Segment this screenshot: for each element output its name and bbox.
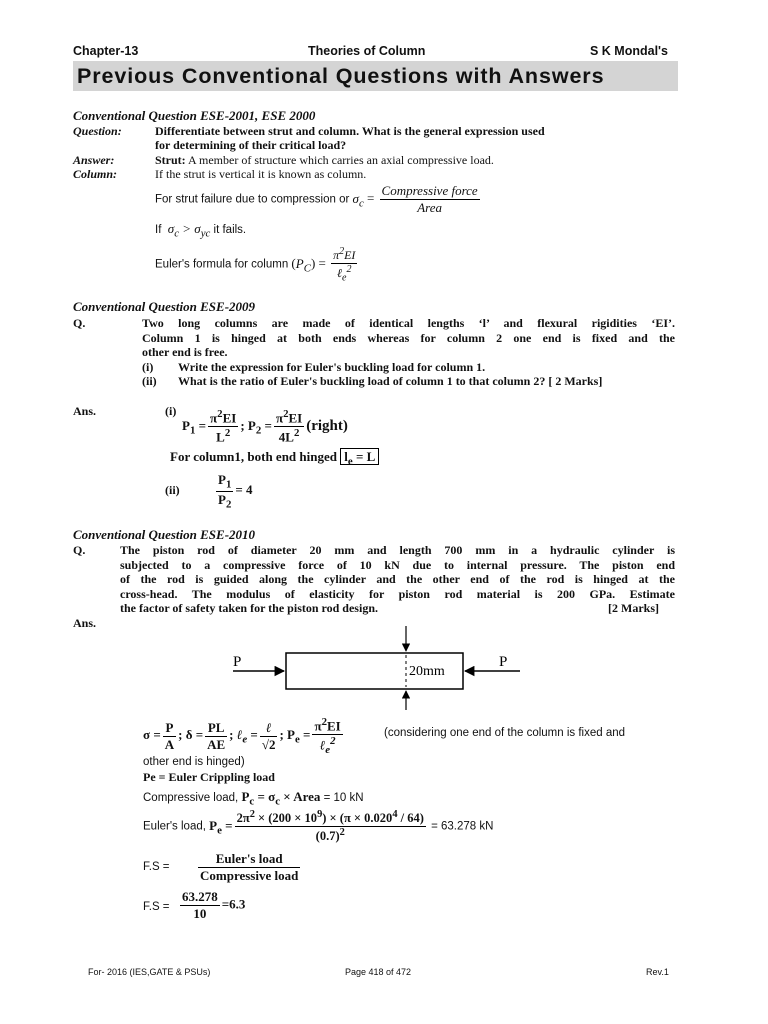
q1-question-line1: Differentiate between strut and column. What is the general expression used (155, 124, 545, 138)
q3-considering-2: other end is hinged) (143, 756, 245, 768)
failure-numerator: Compressive force (381, 183, 478, 198)
failure-denominator: Area (380, 199, 480, 216)
q1-column-label: Column: (73, 167, 118, 181)
q1-question-label: Question: (73, 124, 122, 138)
q2-hinged-statement: For column1, both end hinged $l_e = L$ (170, 449, 379, 468)
q3-line1: The piston rod of diameter 20 mm and length 700 mm in a hydraulic cylinder is (120, 543, 675, 557)
fs-numerator: Euler's load (215, 851, 283, 866)
fs-result: =6.3 (221, 896, 246, 912)
q3-line2: subjected to a compressive force of 10 kN due to internal pressure. The piston end (120, 557, 675, 572)
section-banner: Previous Conventional Questions with Answers (73, 61, 678, 91)
q3-fs-label-2: F.S = (143, 901, 170, 913)
q1-euler-formula: Euler's formula for column $(P_C)$ = $\frac{\pi^2EI}{\ell_e^2}$ (155, 246, 356, 284)
q2-line3: other end is free. (142, 345, 228, 359)
footer-left: For- 2016 (IES,GATE & PSUs) (88, 967, 211, 977)
chapter-label: Chapter-13 (73, 44, 139, 58)
q2-sub2-num: (ii) (142, 374, 157, 388)
q2-ans-i: (i) (165, 404, 177, 418)
left-load-label: P (233, 654, 242, 670)
fs-value-numerator: 63.278 (182, 889, 218, 904)
right-load-label: P (499, 654, 508, 670)
q2-heading: Conventional Question ESE-2009 (73, 299, 256, 314)
q2-ans-label: Ans. (73, 404, 97, 418)
q2-buckling-loads: $P_1$ = $\frac{\pi^2EI}{L^2}$ ; $P_2$ = $\frac{\pi^2EI}{4L^2}$ (right) (182, 408, 348, 445)
q1-question-line2: for determining of their critical load? (155, 138, 347, 152)
q3-line5: the factor of safety taken for the piston rod design. (120, 601, 378, 615)
q3-fs-label-1: F.S = (143, 861, 170, 873)
q3-line4: cross-head. The modulus of elasticity for piston rod material is 200 GPa. Estimate (120, 586, 675, 601)
q3-considering-1: (considering one end of the column is fixed and (384, 727, 626, 739)
q1-column-def: If the strut is vertical it is known as column. (155, 167, 367, 181)
piston-rod-diagram (225, 622, 525, 712)
footer-rev: Rev.1 (646, 967, 669, 977)
q2-line1: Two long columns are made of identical lengths ‘l’ and flexural rigidities ‘EI’. (142, 316, 675, 330)
q3-fs-value (178, 889, 245, 922)
q1-heading: Conventional Question ESE-2001, ESE 2000 (73, 108, 316, 123)
q2-sub2: What is the ratio of Euler's buckling load of column 1 to that column 2? [ 2 Marks] (178, 374, 603, 388)
q3-fs-ratio (196, 851, 302, 884)
q2-ratio: $\frac{P_1}{P_2}$ = 4 (218, 472, 253, 511)
fs-denominator: Compressive load (200, 868, 299, 883)
q1-failure-eq: For strut failure due to compression or $\sigma_c$ = $\frac{\text{Compressive force}}{\text{Area}}$ (155, 183, 478, 215)
q3-compressive-load: Compressive load, $P_c = \sigma_c$ × Area = 10 kN (143, 789, 364, 808)
q1-answer-label: Answer: (73, 153, 115, 167)
author-label: S K Mondal's (590, 44, 668, 58)
q3-label: Q. (73, 543, 86, 557)
q3-marks: [2 Marks] (608, 601, 659, 615)
q1-strut-def: Strut: A member of structure which carries an axial compressive load. (155, 153, 494, 167)
q2-sub1-num: (i) (142, 359, 154, 374)
q1-fail-condition: If $\sigma_c > \sigma_{yc}$ it fails. (155, 221, 247, 240)
fs-value-denominator: 10 (180, 905, 220, 922)
footer-page: Page 418 of 472 (345, 967, 412, 977)
q3-heading: Conventional Question ESE-2010 (73, 527, 256, 542)
q3-basic-formulas: σ = $\frac{P}{A}$ ; δ = $\frac{PL}{AE}$ ; ℓ$_e$ = $\frac{\text{ℓ}}{√2}$ ; $P_e$ = $\frac{\pi^2EI}{\ell_e^2}$ (143, 716, 341, 757)
q2-sub1: Write the expression for Euler's buckling load for column 1. (178, 359, 486, 374)
q2-label: Q. (73, 316, 86, 330)
q3-pe-definition: Pe = Euler Crippling load (143, 770, 275, 784)
q3-line3: of the rod is guided along the cylinder and the other end of the rod is hinged at the (120, 572, 675, 586)
q3-euler-load: Euler's load, $P_e$ = $\frac{2\pi^2 \times (200 \times 10^9) \times (\pi \times 0.020^4 / 64)}{(0.7)^2}$ = 63.278 kN (143, 809, 494, 844)
q3-ans-label: Ans. (73, 616, 97, 630)
chapter-title: Theories of Column (308, 44, 426, 58)
q2-ans-ii: (ii) (165, 483, 180, 497)
diameter-label: 20mm (409, 664, 445, 679)
q2-line2: Column 1 is hinged at both ends whereas for column 2 one end is fixed and the (142, 330, 675, 345)
